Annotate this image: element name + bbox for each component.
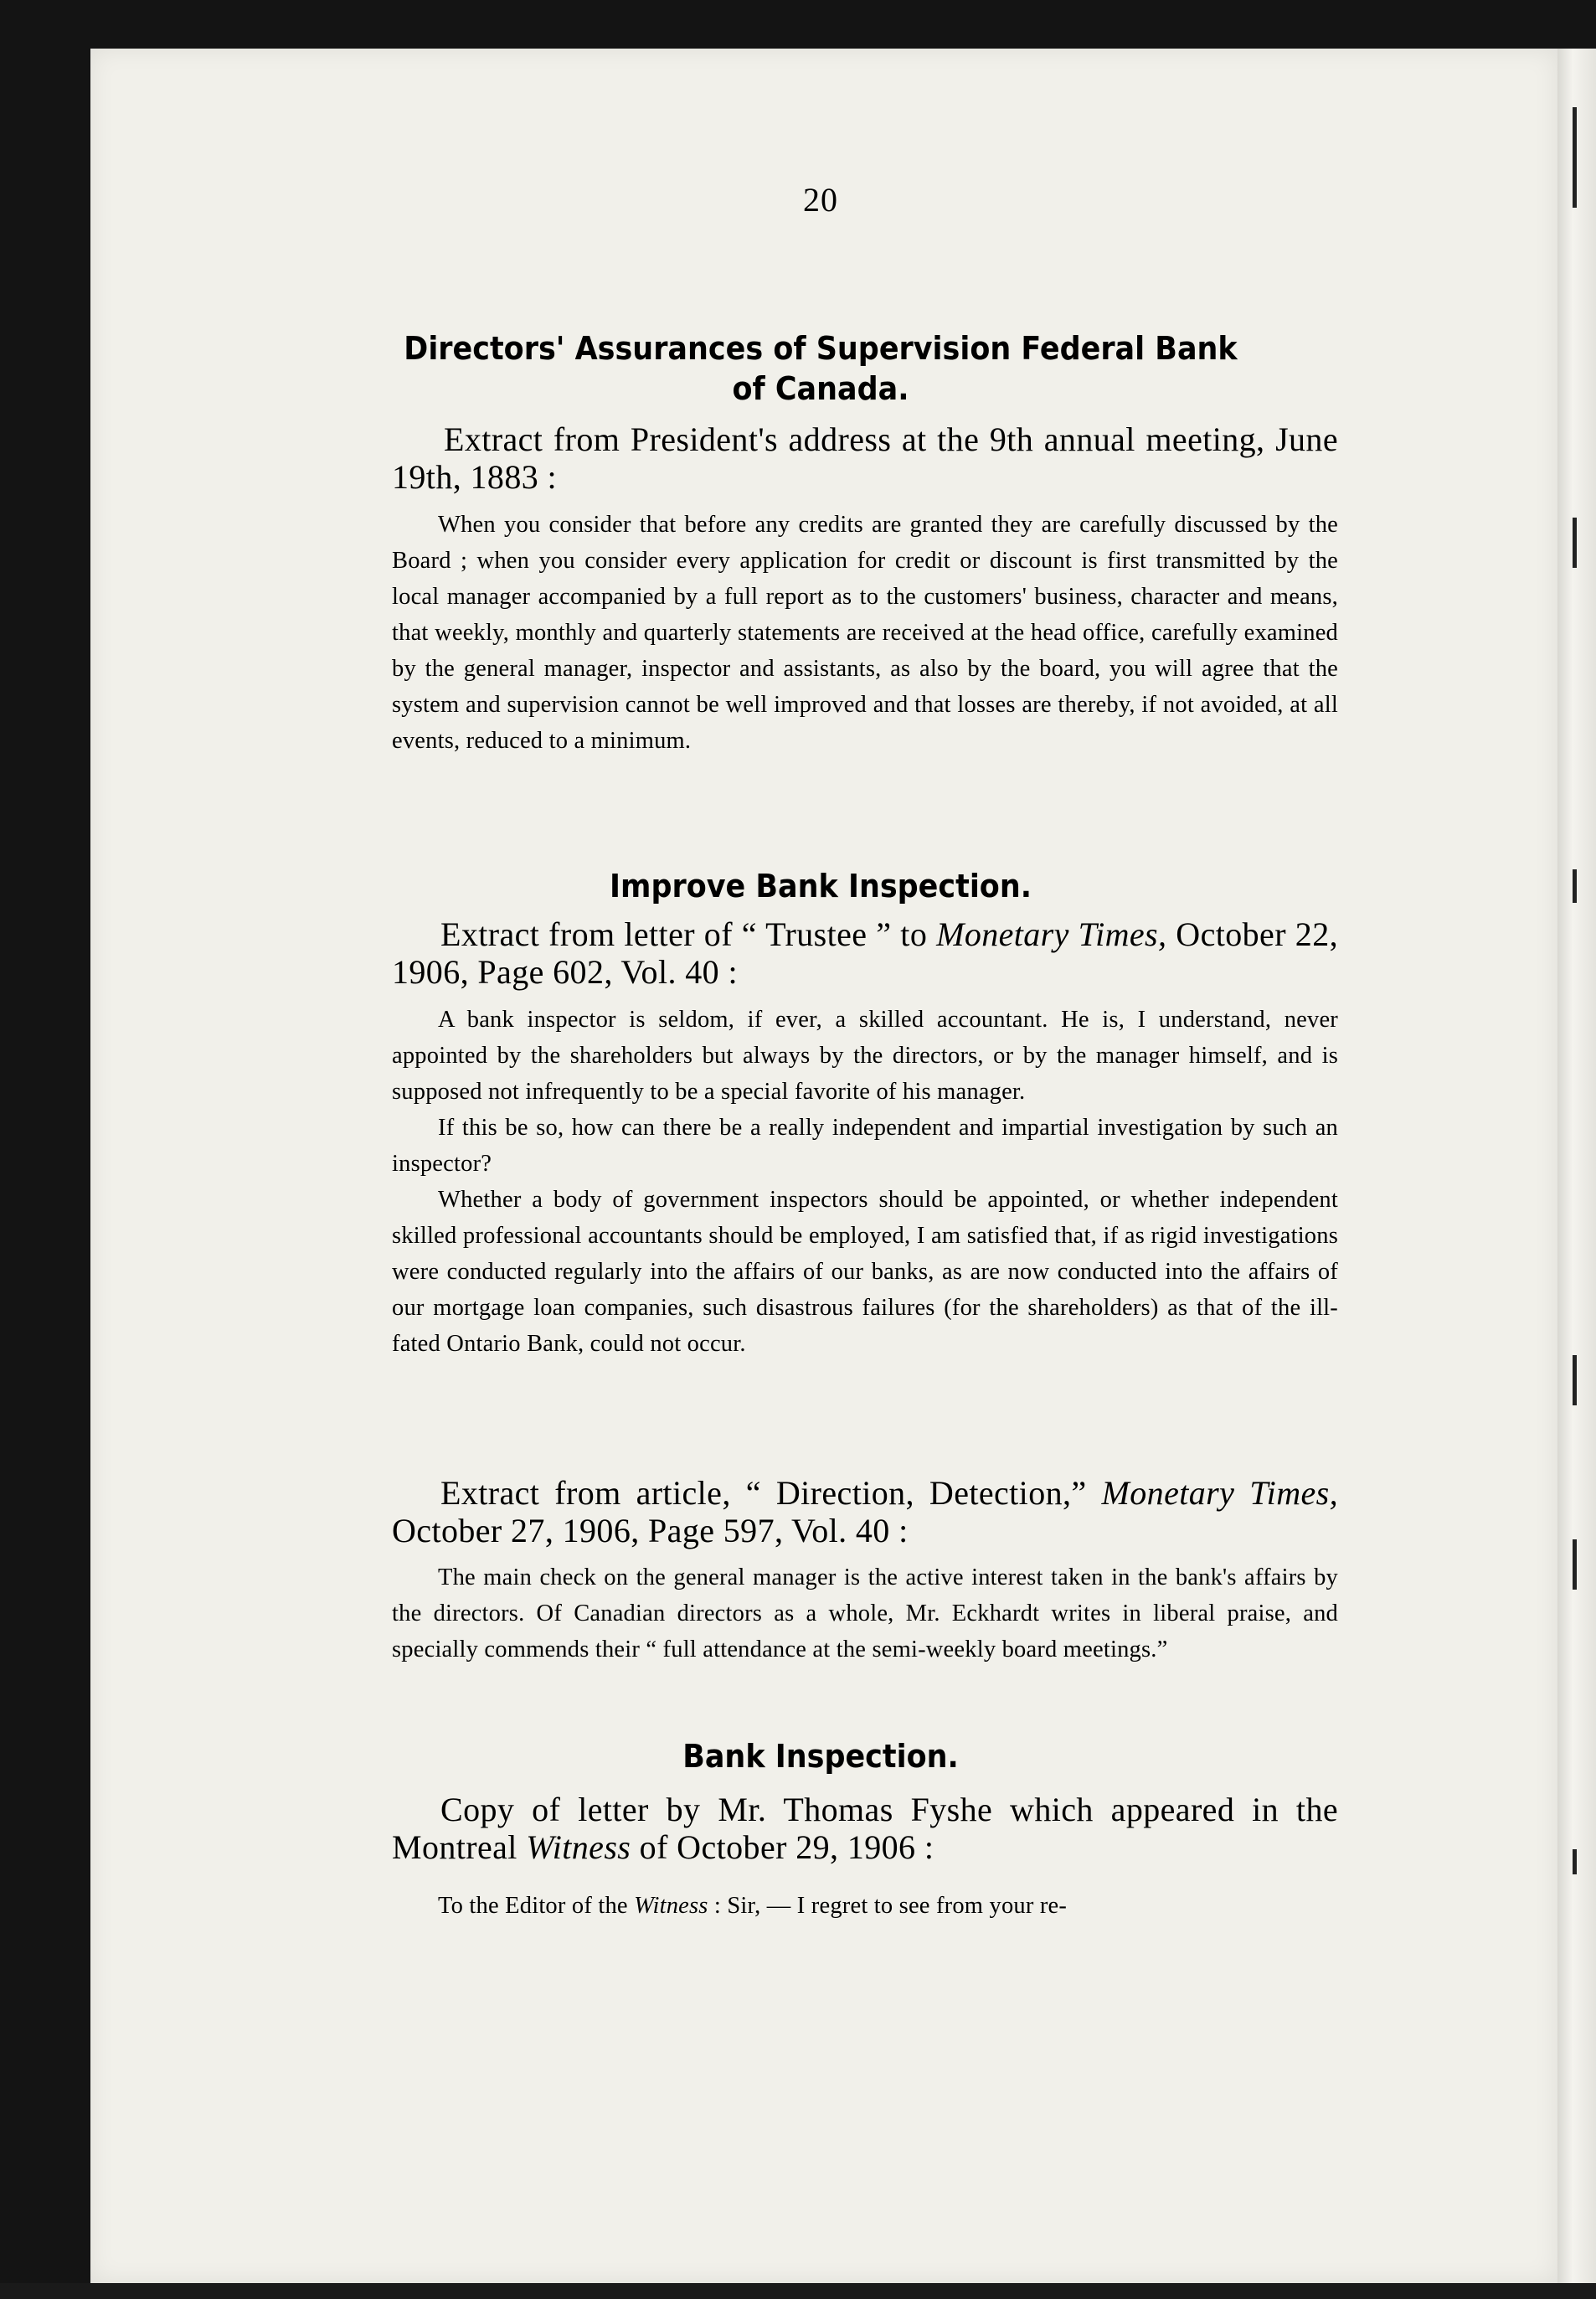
page-edge	[1557, 49, 1596, 2283]
section-intro: Extract from letter of “ Trustee ” to Monetary Times, October 22, 1906, Page 602, Vol. 40 :	[392, 915, 1338, 991]
section-heading-improve-bank-inspection: Improve Bank Inspection.	[610, 868, 1032, 905]
heading-line: of Canada.	[732, 370, 909, 407]
section-heading-directors-assurances	[343, 328, 1299, 409]
quoted-passage: When you consider that before any credits are granted they are carefully discussed by the Board ; when you consider every application for credit or discount is first transmitted by the local manager accompanied by a full report as to the customers' business, character and means, that weekly, monthly and quarterly statements are received at the head office, carefully examined by the general manager, inspector and assistants, as also by the board, you will agree that the system and supervision cannot be well improved and that losses are thereby, if not avoided, at all events, reduced to a minimum.	[392, 512, 1338, 754]
section-intro: Extract from article, “ Direction, Detection,” Monetary Times, October 27, 1906, Page 597, Vol. 40 :	[392, 1474, 1339, 1549]
quote-paragraph: Whether a body of government inspectors should be appointed, or whether independent skilled professional accountants should be employed, I am satisfied that, if as rigid investigations were conducted regularly into the affairs of our banks, as are now conducted into the affairs of our mortgage loan companies, such disastrous failures (for the shareholders) as that of the ill-fated Ontario Bank, could not occur.	[392, 1187, 1338, 1357]
section-heading-bank-inspection: Bank Inspection.	[682, 1738, 959, 1775]
scan-border	[0, 2283, 1596, 2299]
quote-paragraph: If this be so, how can there be a really independent and impartial investigation by such an inspector?	[392, 1115, 1338, 1177]
quoted-letter	[392, 1002, 1338, 1362]
quote-paragraph: A bank inspector is seldom, if ever, a skilled accountant. He is, I understand, never appointed by the shareholders but always by the directors, or by the manager himself, and is supposed not infrequently to be a special favorite of his manager.	[392, 1007, 1338, 1105]
letter-opening: To the Editor of the Witness : Sir, — I regret to see from your re-	[438, 1893, 1068, 1919]
heading-line: Directors' Assurances of Supervision Federal Bank	[404, 330, 1238, 367]
quoted-article: The main check on the general manager is the active interest taken in the bank's affairs by the directors. Of Canadian directors as a whole, Mr. Eckhardt writes in liberal praise, and specially commends their “ full attendance at the semi-weekly board meetings.”	[392, 1564, 1338, 1662]
section-intro: Copy of letter by Mr. Thomas Fyshe which appeared in the Montreal Witness of October 29, 1906 :	[392, 1791, 1338, 1866]
page-number: 20	[803, 181, 838, 219]
section-intro: Extract from President's address at the 9th annual meeting, June 19th, 1883 :	[392, 420, 1338, 496]
